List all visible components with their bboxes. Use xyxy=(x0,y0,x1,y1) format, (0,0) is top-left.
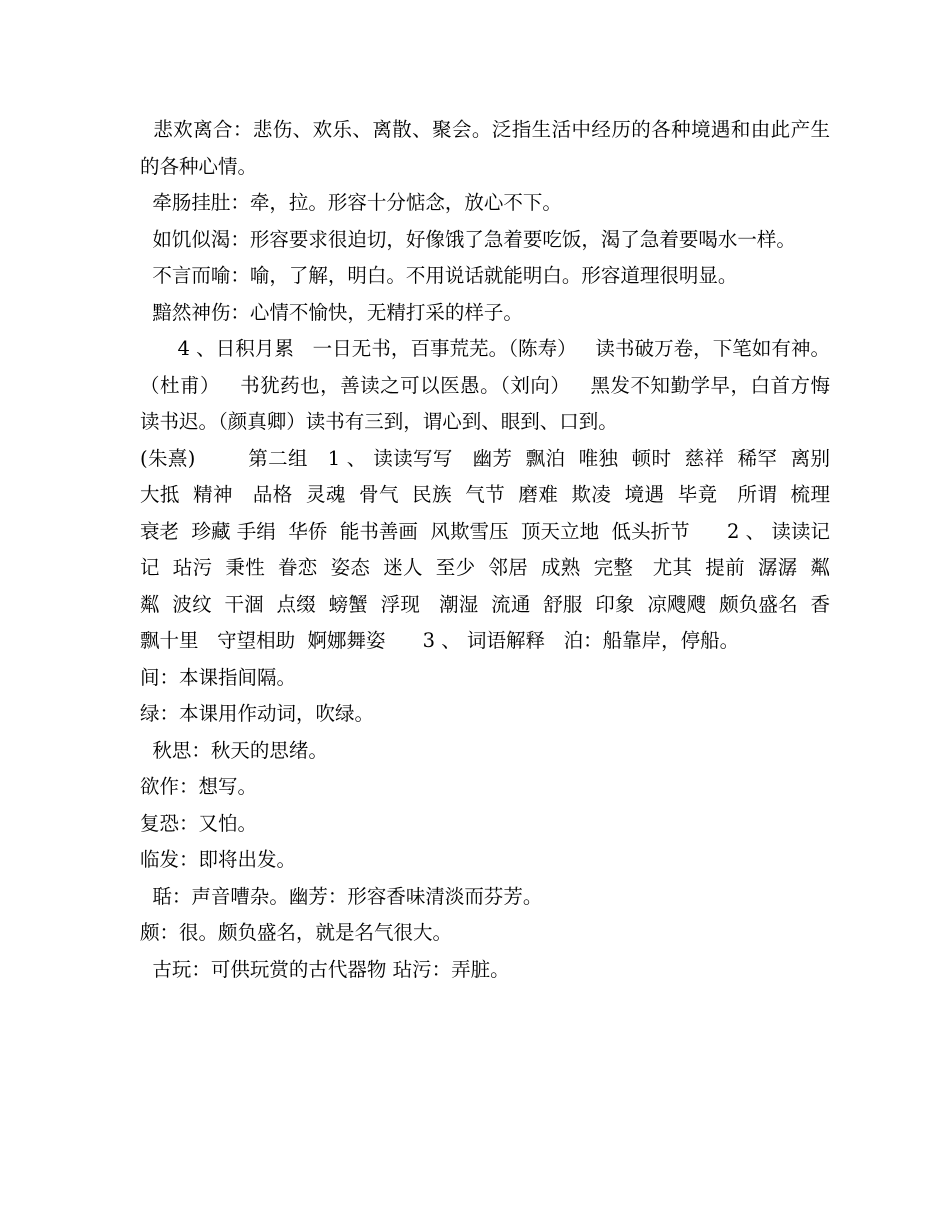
paragraph-fukong: 复恐：又怕。 xyxy=(140,811,258,835)
paragraph-rujisike: 如饥似渴：形容要求很迫切，好像饿了急着要吃饭，渴了急着要喝水一样。 xyxy=(140,227,796,251)
document-body xyxy=(140,112,843,988)
paragraph-lv: 绿：本课用作动词，吹绿。 xyxy=(140,702,375,725)
paragraph-qianchangguadu: 牵肠挂肚：牵，拉。形容十分惦念，放心不下。 xyxy=(140,191,562,214)
paragraph-yuzuo: 欲作：想写。 xyxy=(140,775,258,798)
paragraph-anranshenshang: 黯然神伤：心情不愉快，无精打采的样子。 xyxy=(140,300,523,324)
paragraph-rijiyuelei: 4 、日积月累 一日无书，百事荒芜。（陈寿） 读书破万卷，下笔如有神。（杜甫） 书犹药也，善读之可以医愚。（刘向） 黑发不知勤学早，白首方悔读书迟。（颜真卿）读书有三到，谓心到、眼到、口到。 xyxy=(140,337,830,433)
paragraph-dierzu-wordlists: (朱熹) 第二组 1 、 读读写写 幽芳 飘泊 唯独 顿时 慈祥 稀罕 离别 大抵 精神 品格 灵魂 骨气 民族 气节 磨难 欺凌 境遇 毕竟 所谓 梳理 衰老 珍藏 手绢 华侨 能书善画 风欺雪压 顶天立地 低头折节 2 、 读读记记 玷污 秉性 眷恋 姿态 迷人 至少 邻居 成熟 完整 尤其 提前 潺潺 粼粼 波纹 干涸 点缀 螃蟹 浮现 潮湿 流通 舒服 印象 凉飕飕 颇负盛名 香飘十里 守望相助 婀娜舞姿 3 、 词语解释 泊：船靠岸，停船。 xyxy=(140,446,843,652)
paragraph-linfa: 临发：即将出发。 xyxy=(140,848,297,871)
paragraph-buyaneryu: 不言而喻：喻，了解，明白。不用说话就能明白。形容道理很明显。 xyxy=(140,264,738,287)
paragraph-jian: 间：本课指间隔。 xyxy=(140,665,297,689)
paragraph-guwan: 古玩：可供玩赏的古代器物 玷污：弄脏。 xyxy=(140,957,510,981)
paragraph-qiusi: 秋思：秋天的思绪。 xyxy=(140,738,328,762)
paragraph-po: 颇：很。颇负盛名，就是名气很大。 xyxy=(140,921,453,944)
paragraph-beihuanlihe: 悲欢离合：悲伤、欢乐、离散、聚会。泛指生活中经历的各种境遇和由此产生的各种心情。 xyxy=(140,118,830,178)
paragraph-gua: 聒：声音嘈杂。幽芳：形容香味清淡而芬芳。 xyxy=(140,884,543,908)
